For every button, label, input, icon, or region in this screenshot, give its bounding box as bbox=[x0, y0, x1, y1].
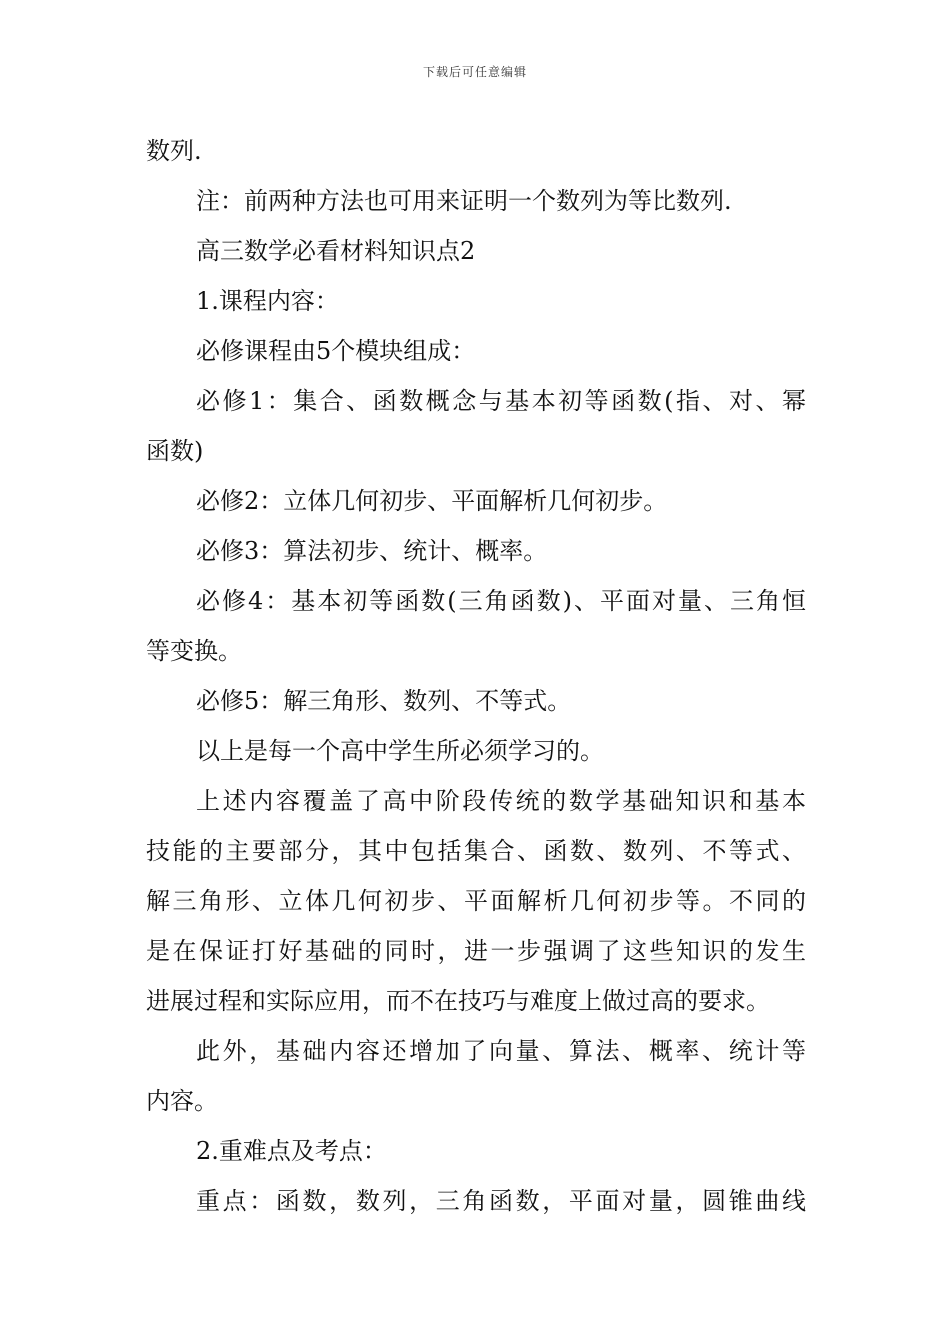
text-line: 重点：函数，数列，三角函数，平面对量，圆锥曲线 bbox=[196, 1187, 806, 1215]
section-heading: 高三数学必看材料知识点2 bbox=[196, 237, 476, 265]
text-line: 函数) bbox=[146, 437, 204, 465]
subsection-heading: 2.重难点及考点： bbox=[196, 1137, 387, 1165]
text-line: 技能的主要部分，其中包括集合、函数、数列、不等式、 bbox=[146, 837, 806, 865]
text-line: 是在保证打好基础的同时，进一步强调了这些知识的发生 bbox=[146, 937, 806, 965]
page-header: 下载后可任意编辑 bbox=[422, 65, 527, 79]
text-line: 进展过程和实际应用，而不在技巧与难度上做过高的要求。 bbox=[146, 987, 770, 1015]
text-line: 等变换。 bbox=[146, 637, 242, 665]
text-line: 此外，基础内容还增加了向量、算法、概率、统计等 bbox=[196, 1037, 806, 1065]
text-line: 必修1：集合、函数概念与基本初等函数(指、对、幂 bbox=[196, 387, 806, 415]
text-line: 内容。 bbox=[146, 1087, 218, 1115]
text-line: 注：前两种方法也可用来证明一个数列为等比数列. bbox=[196, 187, 732, 215]
text-line: 必修2：立体几何初步、平面解析几何初步。 bbox=[196, 487, 668, 515]
text-line: 上述内容覆盖了高中阶段传统的数学基础知识和基本 bbox=[196, 787, 806, 815]
subsection-heading: 1.课程内容： bbox=[196, 287, 339, 315]
text-line: 必修5：解三角形、数列、不等式。 bbox=[196, 687, 572, 715]
text-line: 必修3：算法初步、统计、概率。 bbox=[196, 537, 548, 565]
text-line: 数列. bbox=[146, 137, 202, 165]
text-line: 以上是每一个高中学生所必须学习的。 bbox=[196, 737, 604, 765]
text-line: 必修4：基本初等函数(三角函数)、平面对量、三角恒 bbox=[196, 587, 806, 615]
document-body bbox=[146, 126, 806, 1226]
text-line: 解三角形、立体几何初步、平面解析几何初步等。不同的 bbox=[146, 887, 806, 915]
text-line: 必修课程由5个模块组成： bbox=[196, 337, 476, 365]
